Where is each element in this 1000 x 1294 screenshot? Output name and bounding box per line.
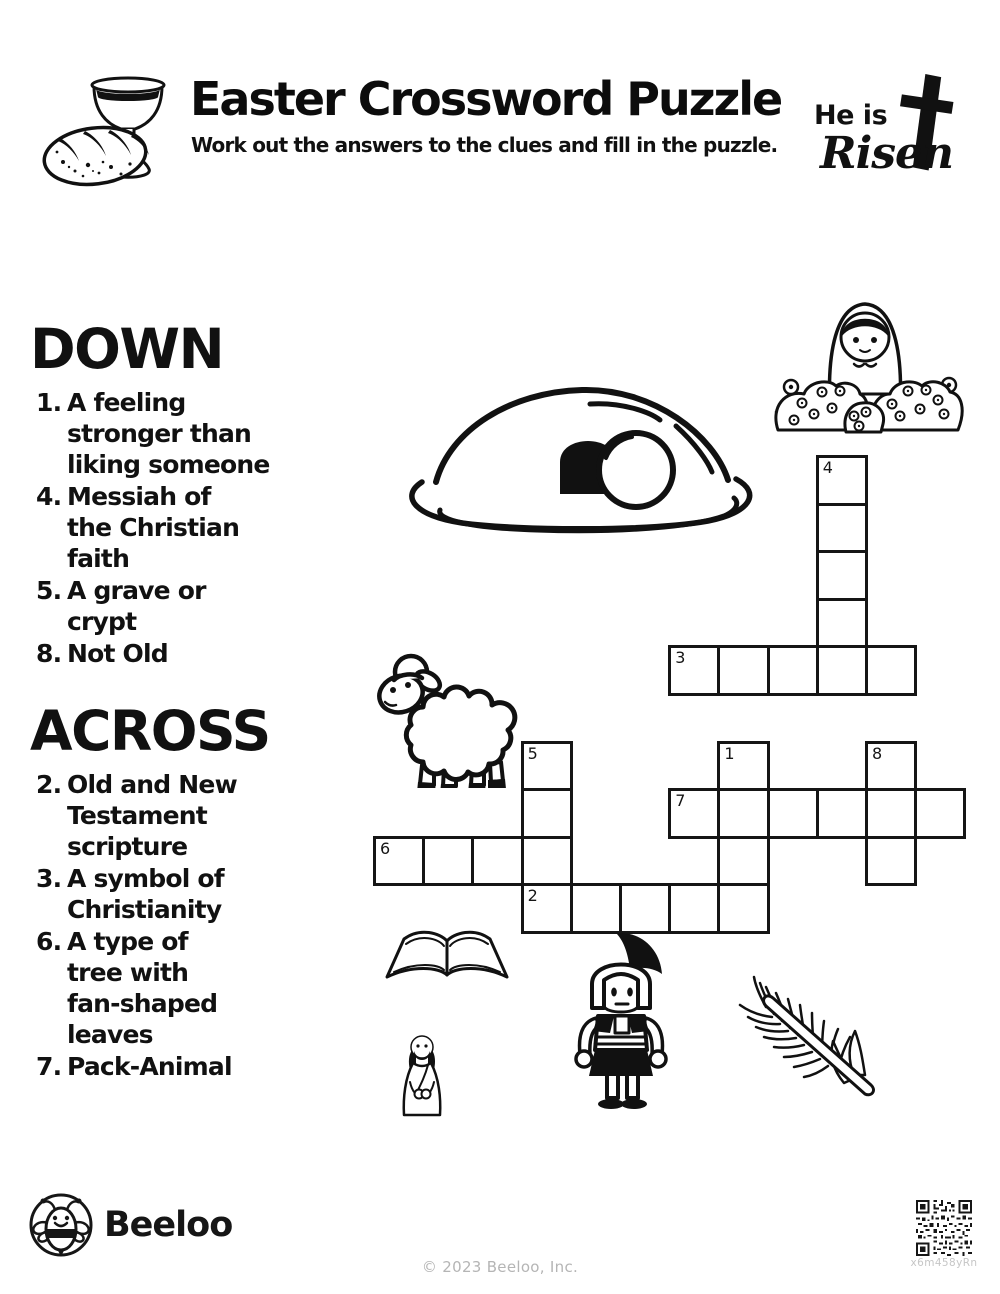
clue-number: 8. [36,639,62,668]
clue-number: 5. [36,576,62,605]
crossword-cell[interactable] [373,836,425,887]
crossword-cell[interactable] [619,883,671,934]
clue-text: A type of tree with fan-shaped leaves [67,927,218,1049]
brand-logo [28,1192,232,1258]
empty-tomb-icon [392,360,770,548]
clue-text: A grave or crypt [67,576,206,636]
brand-name: Beeloo [104,1205,233,1245]
clue-text: Old and New Testament scripture [67,770,237,861]
crossword-cell[interactable] [422,836,474,887]
crossword-cell[interactable] [521,836,573,887]
crossword-cell[interactable] [668,788,720,839]
crossword-cell[interactable] [668,645,720,696]
crossword-cell[interactable] [471,836,523,887]
crossword-cell[interactable] [521,788,573,839]
sheep-icon [370,650,518,788]
clue-number: 4. [36,482,62,511]
across-heading: ACROSS [30,699,270,763]
crossword-cell[interactable] [816,503,868,554]
jesus-figure-icon [397,1026,449,1118]
crossword-cell[interactable] [570,883,622,934]
clue-number: 6. [36,927,62,956]
crossword-cell[interactable] [816,645,868,696]
grid-clue-number: 5 [527,743,538,763]
clue-text: Not Old [67,639,168,668]
grid-clue-number: 1 [724,743,735,763]
crossword-cell[interactable] [816,455,868,506]
crossword-cell[interactable] [865,788,917,839]
palm-branch-icon [726,975,878,1105]
clue-text: A symbol of Christianity [67,864,224,924]
qr-code-icon [916,1200,972,1256]
grid-clue-number: 6 [380,838,391,858]
grid-clue-number: 4 [822,458,833,477]
clue-number: 3. [36,864,62,893]
crossword-cell[interactable] [717,788,769,839]
qr-code-label: x6m458yRn [910,1257,978,1269]
copyright-text: © 2023 Beeloo, Inc. [421,1258,579,1276]
crossword-cell[interactable] [865,645,917,696]
page-subtitle: Work out the answers to the clues and fill in the puzzle. [191,132,778,157]
crossword-cell[interactable] [816,788,868,839]
clue-number: 7. [36,1052,62,1081]
he-is-text: He is [814,100,888,131]
page-title: Easter Crossword Puzzle [190,72,782,126]
crossword-cell[interactable] [717,645,769,696]
grid-clue-number: 2 [527,886,538,906]
crossword-cell[interactable] [521,741,573,792]
crossword-cell[interactable] [865,741,917,792]
grid-clue-number: 8 [872,743,883,763]
clue-number: 1. [36,388,62,417]
open-book-icon [382,925,512,987]
crossword-cell[interactable] [717,741,769,792]
bee-logo-icon [28,1192,94,1258]
clue-text: Messiah of the Christian faith [67,482,240,573]
crossword-cell[interactable] [767,645,819,696]
clue-text: Pack-Animal [67,1052,232,1081]
crossword-cell[interactable] [717,836,769,887]
clue-number: 2. [36,770,62,799]
down-heading: DOWN [30,317,224,381]
crossword-cell[interactable] [816,598,868,649]
crossword-cell[interactable] [717,883,769,934]
risen-text: Risen [820,128,954,179]
crossword-cell[interactable] [767,788,819,839]
crossword-cell[interactable] [668,883,720,934]
grid-clue-number: 3 [675,648,686,668]
crossword-cell[interactable] [914,788,966,839]
clue-text: A feeling stronger than liking someone [67,388,270,479]
crossword-cell[interactable] [816,550,868,601]
grid-clue-number: 7 [675,791,686,811]
roman-soldier-icon [566,930,676,1113]
mary-in-flowers-icon [770,290,968,438]
crossword-cell[interactable] [521,883,573,934]
crossword-cell[interactable] [865,836,917,887]
